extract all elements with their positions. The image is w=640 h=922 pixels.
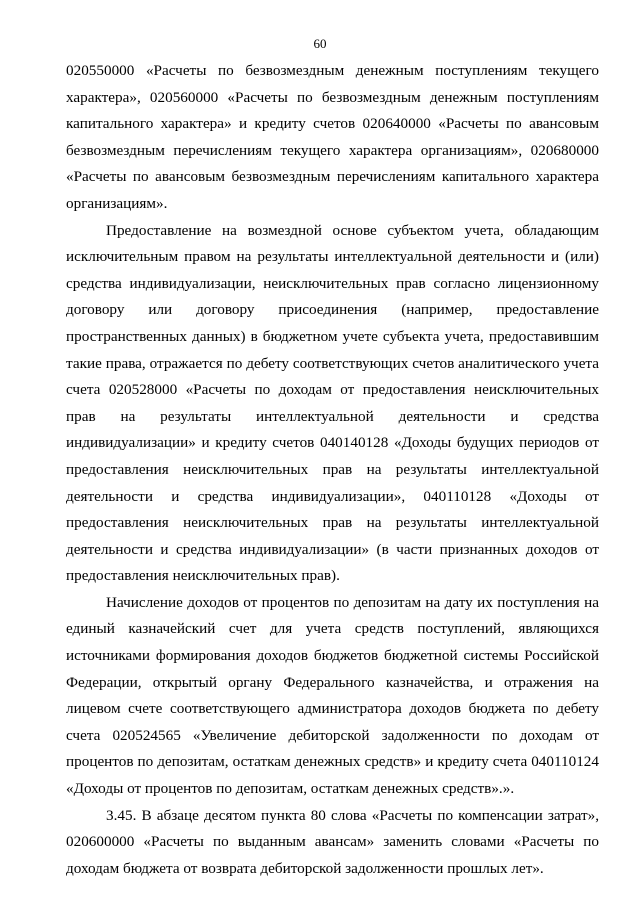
paragraph-3: Начисление доходов от процентов по депозитам на дату их поступления на единый казначейский счет для учета средств поступлений, являющихся источниками формирования доходов бюджетов бюджетной системы Российской Федерации, открытый органу Федерального казначейства, и отражения на лицевом счете соответствующего администратора доходов бюджета по дебету счета 020524565 «Увеличение дебиторской задолженности по доходам от процентов по депозитам, остаткам денежных средств» и кредиту счета 040110124 «Доходы от процентов по депозитам, остаткам денежных средств».». [66,593,599,798]
paragraph-1: 020550000 «Расчеты по безвозмездным денежным поступлениям текущего характера», 020560000 «Расчеты по безвозмездным денежным поступлениям капитального характера» и кредиту счетов 020640000 «Расчеты по авансовым безвозмездным перечислениям текущего характера организациям», 020680000 «Расчеты по авансовым безвозмездным перечислениям капитального характера организациям». [66,62,599,212]
page-number: 60 [313,36,327,51]
document-body [66,58,599,882]
paragraph-4: 3.45. В абзаце десятом пункта 80 слова «Расчеты по компенсации затрат», 020600000 «Расчеты по выданным авансам» заменить словами «Расчеты по доходам бюджета от возврата дебиторской задолженности прошлых лет». [66,806,599,877]
paragraph-2: Предоставление на возмездной основе субъектом учета, обладающим исключительным правом на результаты интеллектуальной деятельности и (или) средства индивидуализации, неисключительных прав согласно лицензионному договору или договору присоединения (например, предоставление пространственных данных) в бюджетном учете субъекта учета, предоставившим такие права, отражается по дебету соответствующих счетов аналитического учета счета 020528000 «Расчеты по доходам от предоставления неисключительных прав на результаты интеллектуальной деятельности и средства индивидуализации» и кредиту счетов 040140128 «Доходы будущих периодов от предоставления неисключительных прав на результаты интеллектуальной деятельности и средства индивидуализации», 040110128 «Доходы от предоставления неисключительных прав на результаты интеллектуальной деятельности и средства индивидуализации» (в части признанных доходов от предоставления неисключительных прав). [66,221,599,585]
